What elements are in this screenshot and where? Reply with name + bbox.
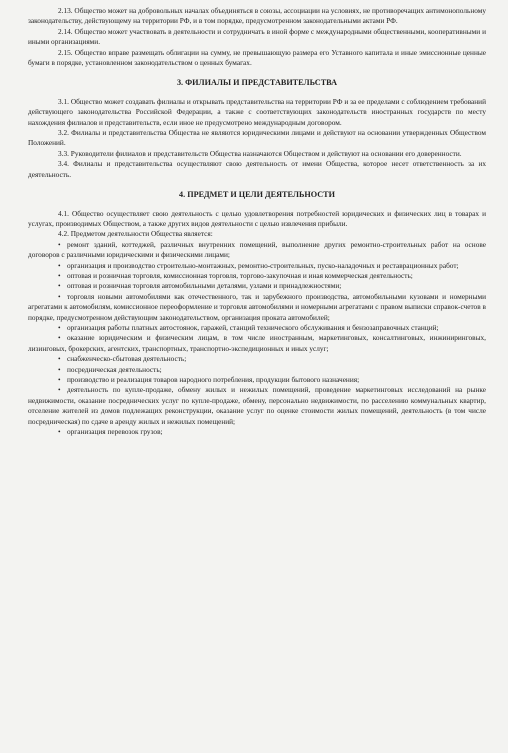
bullet-icon: •: [58, 354, 61, 364]
bullet-icon: •: [58, 291, 61, 301]
bullet-icon: •: [58, 333, 61, 343]
list-item: [28, 271, 486, 281]
list-item: [28, 323, 486, 333]
bullet-icon: •: [58, 239, 61, 249]
paragraph-2-14: 2.14. Общество может участвовать в деятельности и сотрудничать в иной форме с международными общественными, кооперативными и иными организациями.: [28, 26, 486, 47]
list-item-text: организация перевозок грузов;: [67, 427, 163, 437]
list-item-text: оптовая и розничная торговля, комиссионная торговля, торгово-закупочная и иная коммерческая деятельность;: [67, 270, 413, 280]
list-item: [28, 281, 486, 291]
list-item-text: снабженческо-сбытовая деятельность;: [67, 354, 187, 364]
list-item-text: производство и реализация товаров народного потребления, продукции бытового назначения;: [67, 375, 360, 384]
list-item-text: деятельность по купле-продаже, обмену жилых и нежилых помещений, проведение маркетинговых исследований на рынке недвижимости, оказание посреднических услуг по купле-продаже, обмену, персонально недвижимости, по расселению коммунальных квартир, отселение жителей из домов подлежащих реконструкции, оказание услуг по оценке стоимости жилых помещений, деятельность (в том числе посредническая) по сдаче в аренду жилых и нежилых помещений;: [28, 385, 486, 426]
list-item: [28, 240, 486, 261]
list-item-text: торговля новыми автомобилями как отечественного, так и зарубежного производства, автомобильными кузовами и номерными агрегатами к автомобилям, комиссионное переоформление и торговля автомобилями и номерными агрегатами с правом выписки справок-счетов в порядке, предусмотренном действующим законодательством, организация проката автомобилей;: [28, 291, 486, 322]
bullet-icon: •: [58, 281, 61, 291]
list-item: [28, 354, 486, 364]
list-item: [28, 365, 486, 375]
bullet-icon: •: [58, 427, 61, 437]
paragraph-2-13: 2.13. Общество может на добровольных началах объединяться в союзы, ассоциации на условиях, не противоречащих антимонопольному законодательству, действующему на территории РФ, и в том порядке, предусмотренном законодательными актами РФ.: [28, 6, 486, 26]
list-item: [28, 427, 486, 437]
paragraph-3-3: 3.3. Руководители филиалов и представительств Общества назначаются Обществом и действуют на основании его доверенности.: [58, 148, 462, 158]
paragraph-3-4: 3.4. Филиалы и представительства осуществляют свою деятельность от имени Общества, которое несет ответственность за их деятельность.: [28, 159, 486, 179]
paragraph-3-2: 3.2. Филиалы и представительства Общества не являются юридическими лицами и действуют на основании утвержденных Обществом Положений.: [28, 128, 486, 148]
list-item: [28, 292, 486, 323]
bullet-icon: •: [58, 270, 61, 280]
list-item: [28, 375, 486, 385]
paragraph-2-15: 2.15. Общество вправе размещать облигации на сумму, не превышающую размера его Уставного капитала и иные эмиссионные ценные бумаги в порядке, установленном законодательством о ценных бумагах.: [28, 47, 486, 68]
list-item-text: оказание юридическим и физическим лицам, в том числе иностранным, маркетинговых, консалтинговых, инжиниринговых, лизинговых, брокерских, агентских, транспортных, транспортно-экспедиционных и иных услуг;: [28, 333, 486, 353]
list-item: [28, 261, 486, 271]
section-4-heading: 4. ПРЕДМЕТ И ЦЕЛИ ДЕЯТЕЛЬНОСТИ: [179, 190, 335, 200]
bullet-icon: •: [58, 385, 61, 395]
bullet-icon: •: [58, 364, 61, 374]
activity-list: [28, 240, 486, 438]
bullet-icon: •: [58, 322, 61, 332]
bullet-icon: •: [58, 375, 61, 384]
list-item-text: посредническая деятельность;: [67, 364, 162, 374]
list-item-text: организация работы платных автостоянок, гаражей, станций технического обслуживания и бензозаправочных станций;: [67, 322, 439, 332]
list-item: [28, 333, 486, 354]
paragraph-3-1: 3.1. Общество может создавать филиалы и открывать представительства на территории РФ и за ее пределами с соблюдением требований действующего законодательства Российской Федерации, а также с соответствующих законодательств иностранных государств по месту нахождения филиалов и представительств, если иное не предусмотрено международным договором.: [28, 96, 486, 127]
list-item-text: оптовая и розничная торговля автомобильными деталями, узлами и принадлежностями;: [67, 281, 342, 291]
paragraph-4-1: 4.1. Общество осуществляет свою деятельность с целью удовлетворения потребностей юридических и физических лиц в товарах и услугах, производимых Обществом, а также других видов деятельности с целью извлечения прибыли.: [28, 208, 486, 228]
list-item: [28, 385, 486, 427]
list-item-text: организация и производство строительно-монтажных, ремонтно-строительных, пуско-наладочных и реставрационных работ;: [67, 260, 459, 270]
section-3-heading: 3. ФИЛИАЛЫ И ПРЕДСТАВИТЕЛЬСТВА: [176, 78, 338, 88]
bullet-icon: •: [58, 260, 61, 270]
paragraph-4-2: 4.2. Предметом деятельности Общества является:: [58, 229, 213, 239]
list-item-text: ремонт зданий, коттеджей, различных внутренних помещений, выполнение других ремонтно-строительных работ на основе договоров с различными юридическими и физическими лицами;: [28, 239, 486, 260]
